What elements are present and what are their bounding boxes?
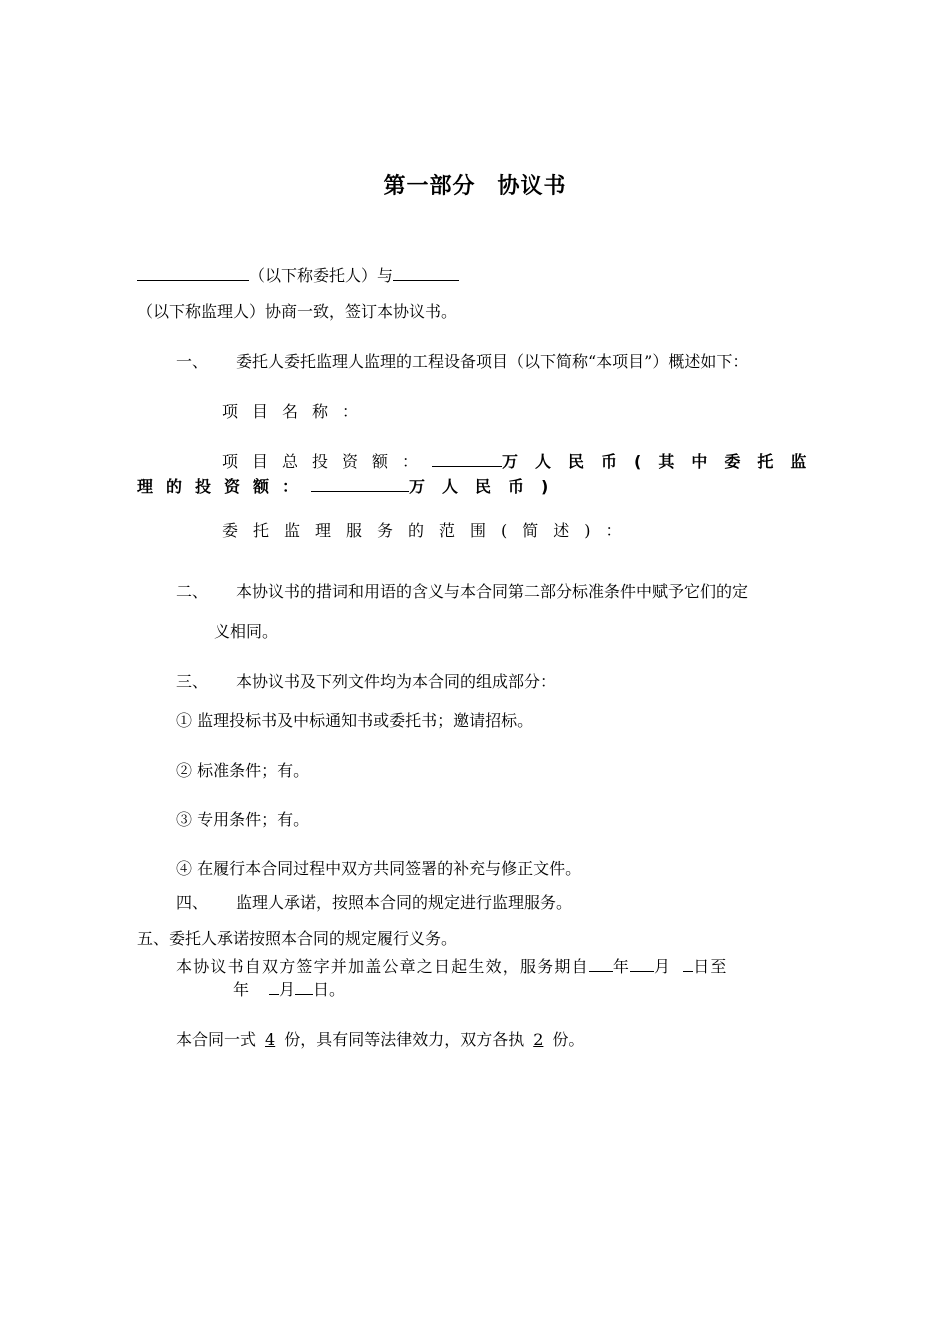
start-day-blank[interactable]	[683, 955, 693, 972]
document-list-item: ① 监理投标书及中标通知书或委托书；邀请招标。	[176, 711, 534, 730]
clause-1-number: 一、	[176, 352, 209, 371]
clause-2	[176, 582, 748, 602]
supervised-investment-blank[interactable]	[311, 475, 409, 492]
end-day-label: 日。	[313, 980, 346, 999]
investment-line-2	[137, 475, 565, 497]
investment-label: 项目总投资额：	[222, 452, 433, 471]
copies-suffix: 份。	[552, 1030, 585, 1049]
start-month-blank[interactable]	[630, 955, 654, 972]
clause-4	[176, 893, 572, 913]
day-to-label: 日至	[693, 957, 728, 976]
end-day-blank[interactable]	[295, 978, 313, 995]
clause-3-text: 本协议书及下列文件均为本合同的组成部分：	[236, 672, 557, 691]
intro-line-supervisor: （以下称监理人）协商一致，签订本协议书。	[137, 302, 458, 321]
clause-2-text: 本协议书的措词和用语的含义与本合同第二部分标准条件中赋予它们的定	[236, 582, 749, 601]
clause-1-text: 委托人委托监理人监理的工程设备项目（以下简称“本项目”）概述如下：	[236, 352, 749, 371]
start-year-blank[interactable]	[589, 955, 613, 972]
document-list-item: ② 标准条件；有。	[176, 761, 310, 780]
intro-line-client	[137, 264, 459, 286]
copies-prefix: 本合同一式	[176, 1030, 257, 1049]
clause-1	[176, 352, 748, 372]
investment-line2-unit: 万人民币)	[409, 477, 566, 496]
title-part: 第一部分	[383, 174, 476, 199]
clause-4-number: 四、	[176, 893, 209, 912]
investment-unit: 万人民币(其中委托监	[502, 452, 824, 471]
investment-line-1	[222, 450, 823, 472]
copies-line	[176, 1030, 584, 1050]
copies-each: 2	[533, 1030, 544, 1049]
document-list-item: ④ 在履行本合同过程中双方共同签署的补充与修正文件。	[176, 859, 582, 878]
end-month-blank[interactable]	[269, 978, 279, 995]
year-label: 年	[612, 957, 631, 976]
title-name: 协议书	[497, 174, 567, 199]
clause-2-continuation: 义相同。	[214, 622, 279, 641]
client-name-blank[interactable]	[137, 264, 249, 281]
effect-text: 本协议书自双方签字并加盖公章之日起生效，服务期自	[176, 957, 589, 976]
document-list-item: ③ 专用条件；有。	[176, 810, 310, 829]
clause-2-number: 二、	[176, 582, 209, 601]
investment-line2-label: 理的投资额：	[137, 477, 312, 496]
page-title	[0, 169, 950, 200]
supervisor-name-blank[interactable]	[393, 264, 459, 281]
clause-3-number: 三、	[176, 672, 209, 691]
effect-line-1	[176, 955, 728, 977]
copies-middle: 份，具有同等法律效力，双方各执	[284, 1030, 525, 1049]
project-name-label: 项目名称：	[222, 402, 373, 421]
clause-5: 五、委托人承诺按照本合同的规定履行义务。	[137, 929, 458, 948]
end-year-label: 年	[233, 980, 250, 999]
month-label: 月	[654, 957, 672, 976]
clause-3	[176, 672, 556, 692]
clause-4-text: 监理人承诺，按照本合同的规定进行监理服务。	[236, 893, 573, 912]
scope-label: 委托监理服务的范围(简述)：	[222, 521, 637, 540]
effect-line-2	[233, 978, 345, 1000]
client-suffix: （以下称委托人）与	[249, 266, 394, 285]
copies-total: 4	[265, 1030, 276, 1049]
investment-blank[interactable]	[432, 450, 502, 467]
end-month-label: 月	[279, 980, 296, 999]
